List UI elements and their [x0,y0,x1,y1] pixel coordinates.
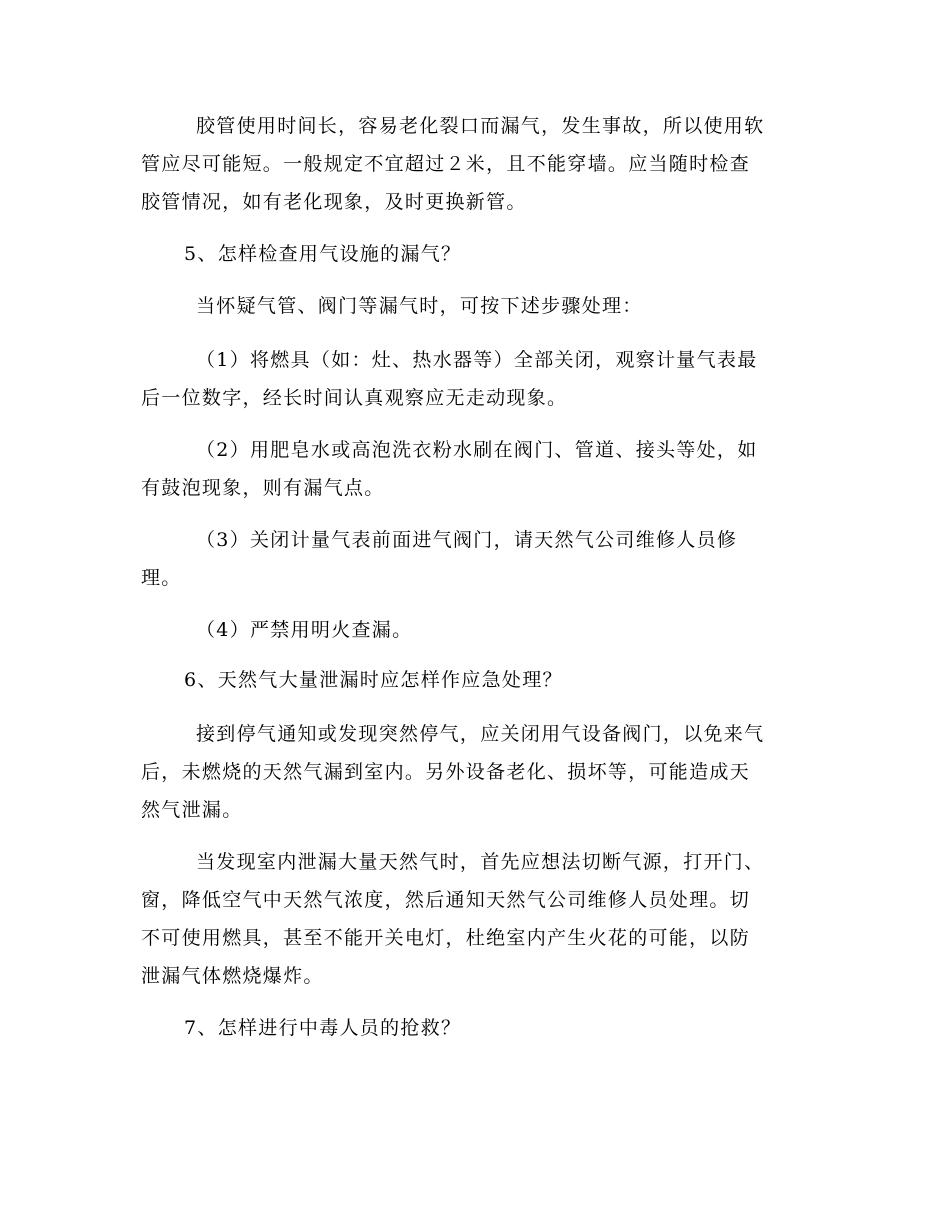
text-line: 窗，降低空气中天然气浓度，然后通知天然气公司维修人员处理。切 [141,889,751,911]
text-line: 后，未燃烧的天然气漏到室内。另外设备老化、损坏等，可能造成天 [141,761,751,783]
text-line: 接到停气通知或发现突然停气，应关闭用气设备阀门，以免来气 [196,723,765,745]
text-line: 泄漏气体燃烧爆炸。 [141,965,324,987]
text-line: 胶管使用时间长，容易老化裂口而漏气，发生事故，所以使用软 [196,115,765,137]
text-line: 当发现室内泄漏大量天然气时，首先应想法切断气源，打开门、 [196,851,765,873]
text-line: 理。 [141,567,182,589]
text-line: 不可使用燃具，甚至不能开关电灯，杜绝室内产生火花的可能，以防 [141,927,751,949]
text-line: 当怀疑气管、阀门等漏气时，可按下述步骤处理： [196,295,643,317]
heading-text: 7、怎样进行中毒人员的抢救？ [184,1017,462,1039]
text-line: （2）用肥皂水或高泡洗衣粉水刷在阀门、管道、接头等处，如 [196,439,758,461]
text-line: （1）将燃具（如：灶、热水器等）全部关闭，观察计量气表最 [196,349,758,371]
text-line: （3）关闭计量气表前面进气阀门，请天然气公司维修人员修 [196,529,738,551]
text-line: 然气泄漏。 [141,799,243,821]
text-line: 后一位数字，经长时间认真观察应无走动现象。 [141,387,568,409]
heading-text: 5、怎样检查用气设施的漏气？ [184,243,462,265]
text-line: 胶管情况，如有老化现象，及时更换新管。 [141,191,527,213]
text-line: 有鼓泡现象，则有漏气点。 [141,477,385,499]
text-line: （4）严禁用明火查漏。 [196,619,413,641]
heading-text: 6、天然气大量泄漏时应怎样作应急处理？ [184,669,563,691]
text-line: 管应尽可能短。一般规定不宜超过２米，且不能穿墙。应当随时检查 [141,153,751,175]
